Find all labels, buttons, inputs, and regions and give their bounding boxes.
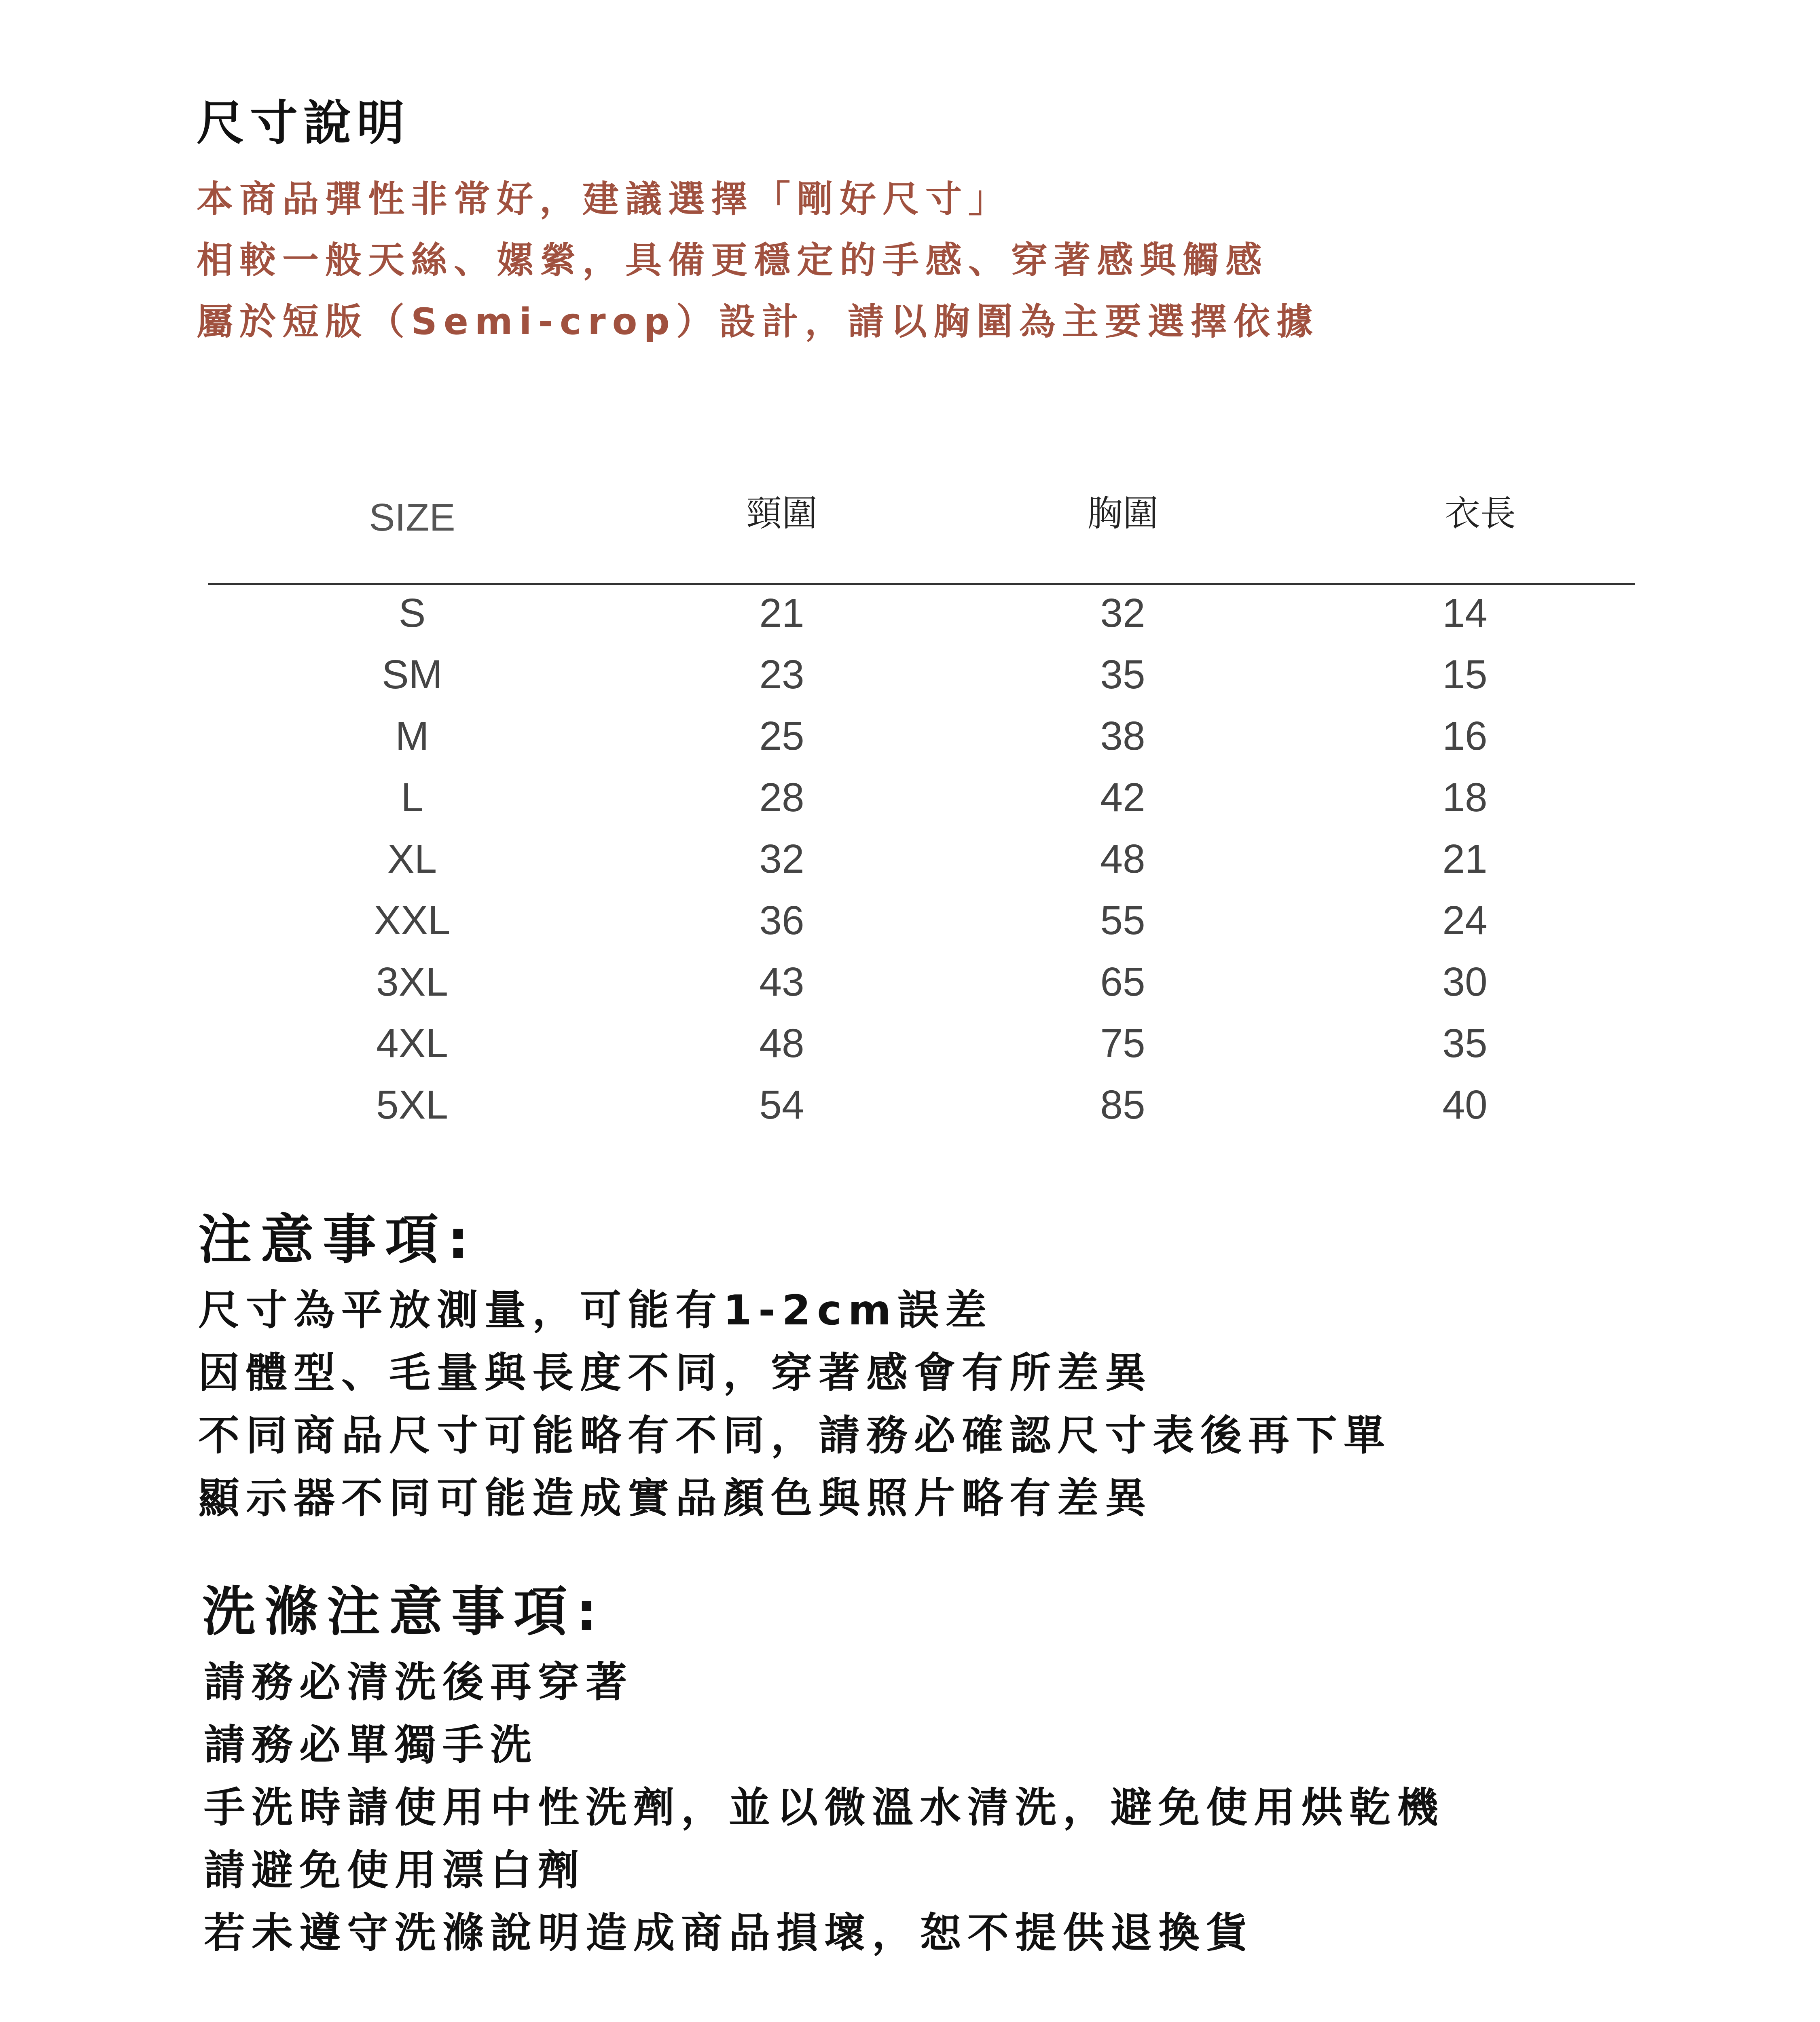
size-note: 屬於短版（Semi-crop）設計，請以胸圍為主要選擇依據 <box>197 300 1319 343</box>
cell-neck: 28 <box>759 775 804 820</box>
cell-neck: 21 <box>759 590 804 636</box>
washing-item: 請務必單獨手洗 <box>204 1721 538 1769</box>
cell-length: 24 <box>1442 898 1488 943</box>
header-divider <box>208 583 1635 585</box>
cell-size: SM <box>382 652 442 697</box>
washing-title: 洗滌注意事項: <box>202 1581 606 1643</box>
cell-size: 3XL <box>376 959 448 1005</box>
size-note: 相較一般天絲、嫘縈，具備更穩定的手感、穿著感與觸感 <box>197 239 1268 281</box>
precautions-title: 注意事項: <box>198 1209 478 1271</box>
cell-chest: 85 <box>1100 1082 1145 1127</box>
cell-length: 16 <box>1442 713 1488 759</box>
header-length: 衣長 <box>1444 493 1516 534</box>
header-size: SIZE <box>369 496 455 539</box>
washing-item: 請務必清洗後再穿著 <box>204 1658 633 1707</box>
cell-size: S <box>398 590 426 636</box>
size-note: 本商品彈性非常好，建議選擇「剛好尺寸」 <box>197 178 1011 220</box>
cell-size: L <box>401 775 423 820</box>
cell-length: 15 <box>1442 652 1488 697</box>
cell-size: XXL <box>374 898 451 943</box>
cell-size: M <box>395 713 429 759</box>
cell-length: 14 <box>1442 590 1488 636</box>
cell-chest: 65 <box>1100 959 1145 1005</box>
cell-length: 40 <box>1442 1082 1488 1127</box>
cell-neck: 36 <box>759 898 804 943</box>
cell-length: 35 <box>1442 1021 1488 1066</box>
cell-chest: 38 <box>1100 713 1145 759</box>
precaution-item: 顯示器不同可能造成實品顏色與照片略有差異 <box>198 1474 1153 1523</box>
header-neck: 頸圍 <box>746 493 818 534</box>
cell-neck: 48 <box>759 1021 804 1066</box>
cell-length: 30 <box>1442 959 1488 1005</box>
size-guide-title: 尺寸說明 <box>197 95 411 151</box>
cell-neck: 23 <box>759 652 804 697</box>
cell-length: 21 <box>1442 836 1488 882</box>
cell-size: 4XL <box>376 1021 448 1066</box>
cell-chest: 35 <box>1100 652 1145 697</box>
cell-chest: 75 <box>1100 1021 1145 1066</box>
precaution-item: 尺寸為平放測量，可能有1-2cm誤差 <box>198 1286 993 1335</box>
cell-neck: 54 <box>759 1082 804 1127</box>
cell-chest: 48 <box>1100 836 1145 882</box>
cell-length: 18 <box>1442 775 1488 820</box>
cell-size: XL <box>387 836 437 882</box>
washing-item: 手洗時請使用中性洗劑，並以微溫水清洗，避免使用烘乾機 <box>204 1784 1445 1832</box>
cell-chest: 55 <box>1100 898 1145 943</box>
washing-item: 請避免使用漂白劑 <box>204 1846 586 1895</box>
precaution-item: 不同商品尺寸可能略有不同，請務必確認尺寸表後再下單 <box>198 1412 1391 1460</box>
cell-chest: 42 <box>1100 775 1145 820</box>
header-chest: 胸圍 <box>1087 493 1159 534</box>
cell-size: 5XL <box>376 1082 448 1127</box>
cell-neck: 25 <box>759 713 804 759</box>
cell-neck: 32 <box>759 836 804 882</box>
precaution-item: 因體型、毛量與長度不同，穿著感會有所差異 <box>198 1349 1153 1397</box>
washing-item: 若未遵守洗滌說明造成商品損壞，恕不提供退換貨 <box>204 1909 1254 1957</box>
cell-chest: 32 <box>1100 590 1145 636</box>
cell-neck: 43 <box>759 959 804 1005</box>
